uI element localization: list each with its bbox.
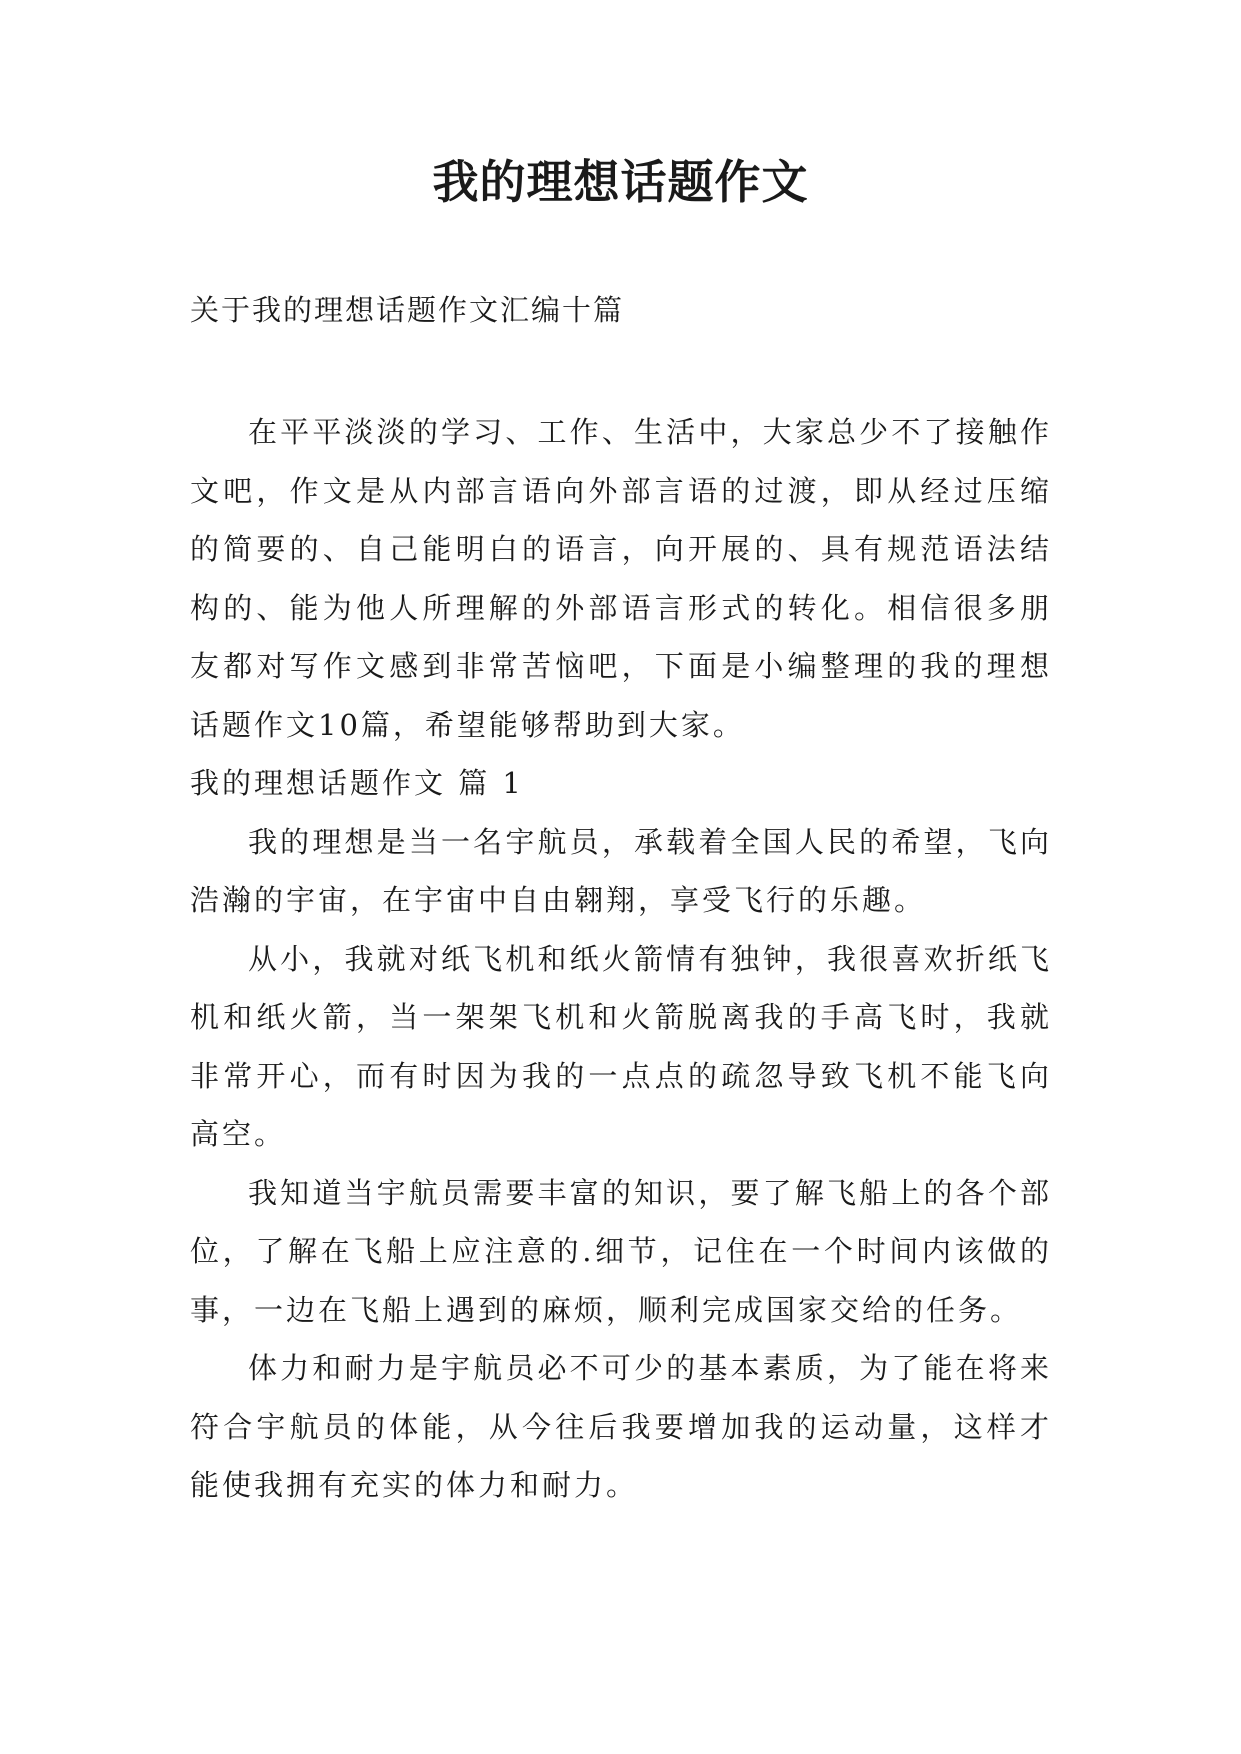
document-body [190,403,1052,1515]
body-paragraph: 我知道当宇航员需要丰富的知识，要了解飞船上的各个部位，了解在飞船上应注意的.细节，记住在一个时间内该做的事，一边在飞船上遇到的麻烦，顺利完成国家交给的任务。 [190,1175,1052,1327]
intro-paragraph: 在平平淡淡的学习、工作、生活中，大家总少不了接触作文吧，作文是从内部言语向外部言语的过渡，即从经过压缩的简要的、自己能明白的语言，向开展的、具有规范语法结构的、能为他人所理解的外部语言形式的转化。相信很多朋友都对写作文感到非常苦恼吧，下面是小编整理的我的理想话题作文10篇，希望能够帮助到大家。 [190,415,1052,742]
section-heading: 我的理想话题作文 篇 1 [190,766,524,800]
body-paragraph: 我的理想是当一名宇航员，承载着全国人民的希望，飞向浩瀚的宇宙，在宇宙中自由翱翔，享受飞行的乐趣。 [190,824,1052,917]
document-subtitle: 关于我的理想话题作文汇编十篇 [190,293,625,327]
document-title: 我的理想话题作文 [432,155,809,209]
body-paragraph: 从小，我就对纸飞机和纸火箭情有独钟，我很喜欢折纸飞机和纸火箭，当一架架飞机和火箭脱离我的手高飞时，我就非常开心，而有时因为我的一点点的疏忽导致飞机不能飞向高空。 [190,941,1052,1151]
body-paragraph: 体力和耐力是宇航员必不可少的基本素质，为了能在将来符合宇航员的体能，从今往后我要增加我的运动量，这样才能使我拥有充实的体力和耐力。 [190,1351,1052,1502]
